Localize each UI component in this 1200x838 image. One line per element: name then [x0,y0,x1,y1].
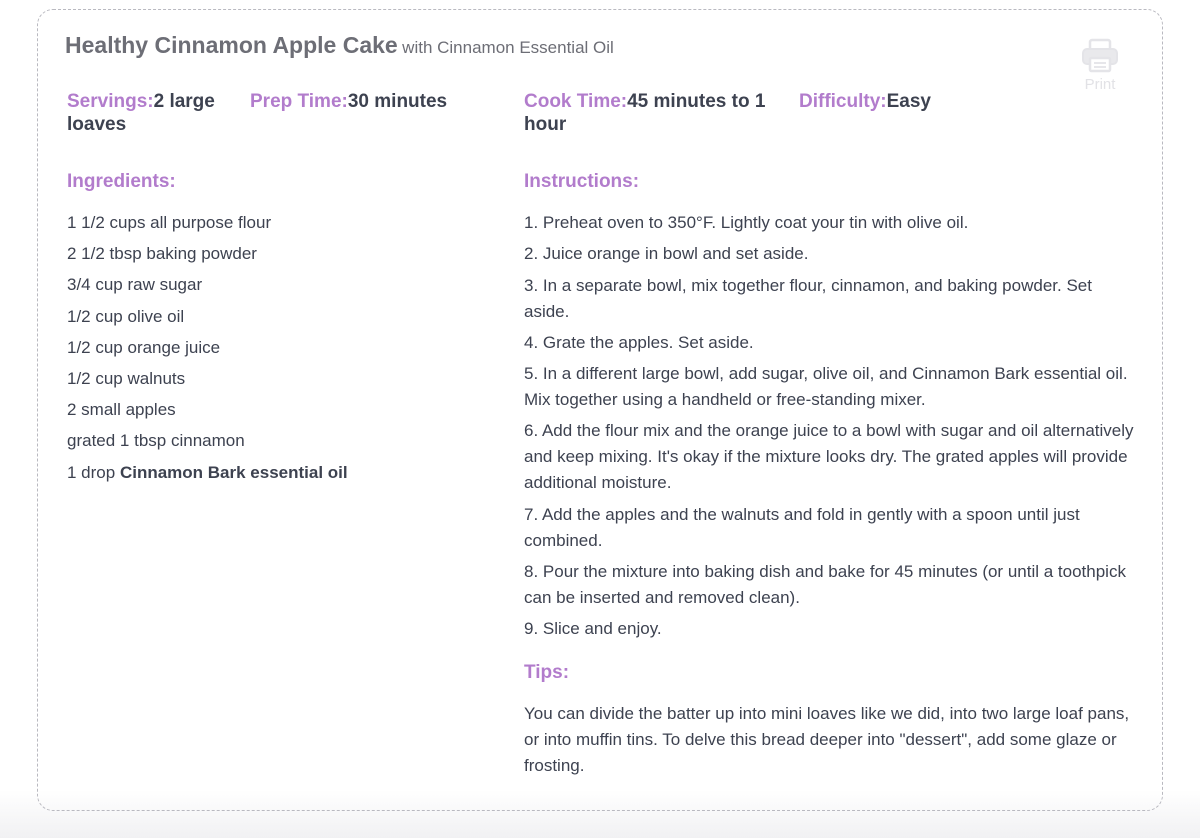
prep-time-label: Prep Time: [250,91,348,112]
ingredients-list [67,210,487,491]
instruction-step: 9. Slice and enjoy. [524,619,662,639]
cook-time-label: Cook Time: [524,91,628,112]
difficulty-value: Easy [886,91,931,112]
ingredient-item: 1/2 cup olive oil [67,306,185,326]
prep-time-info [250,90,510,113]
instructions-list [524,210,1136,648]
instruction-step: 6. Add the flour mix and the orange juice to a bowl with sugar and oil alternatively and keep mixing. It's okay if the mixture looks dry. The grated apples will provide additional moisture. [524,421,1134,493]
ingredient-item: grated 1 tbsp cinnamon [67,431,245,451]
prep-time-value: 30 minutes [347,91,448,112]
ingredient-item: 2 1/2 tbsp baking powder [67,244,257,264]
instructions-heading: Instructions: [524,171,640,192]
ingredient-item: 2 small apples [67,400,176,420]
instruction-step: 7. Add the apples and the walnuts and fold in gently with a spoon until just combined. [524,504,1080,550]
ingredients-heading: Ingredients: [67,171,176,192]
ingredient-item: 1 1/2 cups all purpose flour [67,213,272,232]
ingredient-item: 3/4 cup raw sugar [67,275,203,295]
cook-time-info [524,90,774,136]
printer-icon [1078,38,1122,74]
servings-label: Servings: [67,91,154,112]
difficulty-label: Difficulty: [799,91,887,112]
instruction-step: 4. Grate the apples. Set aside. [524,332,754,352]
tips-text: You can divide the batter up into mini loaves like we did, into two large loaf pans, or into muffin tins. To delve this bread deeper into "dessert", add some glaze or frosting. [524,704,1130,775]
recipe-title-row [65,32,614,59]
print-button[interactable] [1078,38,1122,93]
instruction-step: 8. Pour the mixture into baking dish and bake for 45 minutes (or until a toothpick can be inserted and removed clean). [524,562,1126,608]
print-label: Print [1084,76,1116,93]
ingredient-item: 1 drop Cinnamon Bark essential oil [67,462,348,482]
servings-value: 2 large loaves [67,91,215,135]
difficulty-info [799,90,1059,113]
servings-info [67,90,237,136]
instruction-step: 2. Juice orange in bowl and set aside. [524,244,809,264]
instruction-step: 1. Preheat oven to 350°F. Lightly coat your tin with olive oil. [524,213,969,232]
instruction-step: 3. In a separate bowl, mix together flour, cinnamon, and baking powder. Set aside. [524,275,1092,321]
cinnamon-bark-oil-link: Cinnamon Bark essential oil [119,462,348,482]
cook-time-value: 45 minutes to 1 hour [524,91,766,135]
instruction-step: 5. In a different large bowl, add sugar, olive oil, and Cinnamon Bark essential oil. Mix together using a handheld or free-standing mixer. [524,364,1128,410]
tips-heading: Tips: [524,662,570,683]
ingredient-item: 1/2 cup orange juice [67,337,221,357]
recipe-title: Healthy Cinnamon Apple Cake [65,32,398,58]
recipe-subtitle: with Cinnamon Essential Oil [402,38,614,57]
ingredient-item: 1/2 cup walnuts [67,368,186,388]
